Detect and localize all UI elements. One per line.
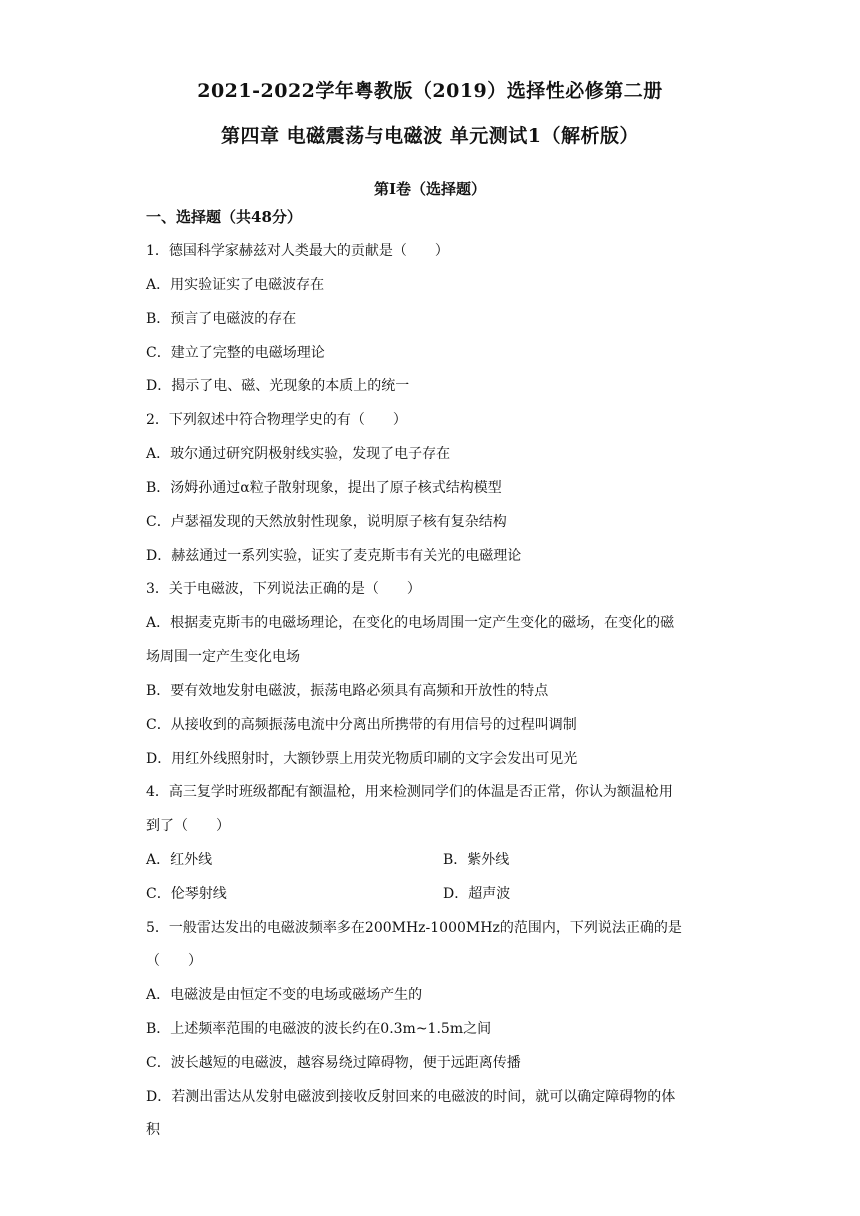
question-2-option-c: C．卢瑟福发现的天然放射性现象，说明原子核有复杂结构 <box>146 514 507 530</box>
question-4-stem-line2: 到了（ ） <box>146 818 230 834</box>
question-2-option-a: A．玻尔通过研究阴极射线实验，发现了电子存在 <box>146 446 451 462</box>
question-4-stem-line1: 4．高三复学时班级都配有额温枪，用来检测同学们的体温是否正常，你认为额温枪用 <box>146 784 673 800</box>
question-4-option-d: D．超声波 <box>443 886 511 902</box>
question-1-option-a: A．用实验证实了电磁波存在 <box>146 277 325 293</box>
question-4-option-a: A．红外线 <box>146 852 213 868</box>
question-5-stem-line2: （ ） <box>146 953 202 969</box>
question-3-option-a-line2: 场周围一定产生变化电场 <box>146 649 300 665</box>
question-3-stem: 3．关于电磁波，下列说法正确的是（ ） <box>146 581 421 597</box>
question-2-stem: 2．下列叙述中符合物理学史的有（ ） <box>146 412 407 428</box>
question-5-option-b: B．上述频率范围的电磁波的波长约在0.3m~1.5m之间 <box>146 1021 492 1037</box>
question-3-option-a-line1: A．根据麦克斯韦的电磁场理论，在变化的电场周围一定产生变化的磁场，在变化的磁 <box>146 615 675 631</box>
document-title-line2: 第四章 电磁震荡与电磁波 单元测试1（解析版） <box>221 125 639 147</box>
document-title-line1: 2021-2022学年粤教版（2019）选择性必修第二册 <box>197 80 663 102</box>
question-3-option-c: C．从接收到的高频振荡电流中分离出所携带的有用信号的过程叫调制 <box>146 717 577 733</box>
question-3-option-b: B．要有效地发射电磁波，振荡电路必须具有高频和开放性的特点 <box>146 683 549 699</box>
question-2-option-b: B．汤姆孙通过α粒子散射现象，提出了原子核式结构模型 <box>146 480 502 496</box>
question-1-option-b: B．预言了电磁波的存在 <box>146 311 297 327</box>
question-5-option-d-line2: 积 <box>146 1122 160 1138</box>
question-3-option-d: D．用红外线照射时，大额钞票上用荧光物质印刷的文字会发出可见光 <box>146 751 578 767</box>
part-heading: 第Ⅰ卷（选择题） <box>373 180 487 198</box>
question-4-option-c: C．伦琴射线 <box>146 886 227 902</box>
question-4-option-b: B．紫外线 <box>443 852 510 868</box>
question-1-option-d: D．揭示了电、磁、光现象的本质上的统一 <box>146 378 410 394</box>
question-5-option-c: C．波长越短的电磁波，越容易绕过障碍物，便于远距离传播 <box>146 1055 521 1071</box>
question-1-option-c: C．建立了完整的电磁场理论 <box>146 345 325 361</box>
question-2-option-d: D．赫兹通过一系列实验，证实了麦克斯韦有关光的电磁理论 <box>146 548 522 564</box>
question-5-option-a: A．电磁波是由恒定不变的电场或磁场产生的 <box>146 987 423 1003</box>
section-heading: 一、选择题（共48分） <box>146 208 302 226</box>
question-1-stem: 1．德国科学家赫兹对人类最大的贡献是（ ） <box>146 243 449 259</box>
question-5-stem-line1: 5．一般雷达发出的电磁波频率多在200MHz-1000MHz的范围内，下列说法正确的是 <box>146 920 682 936</box>
question-5-option-d-line1: D．若测出雷达从发射电磁波到接收反射回来的电磁波的时间，就可以确定障碍物的体 <box>146 1089 676 1105</box>
